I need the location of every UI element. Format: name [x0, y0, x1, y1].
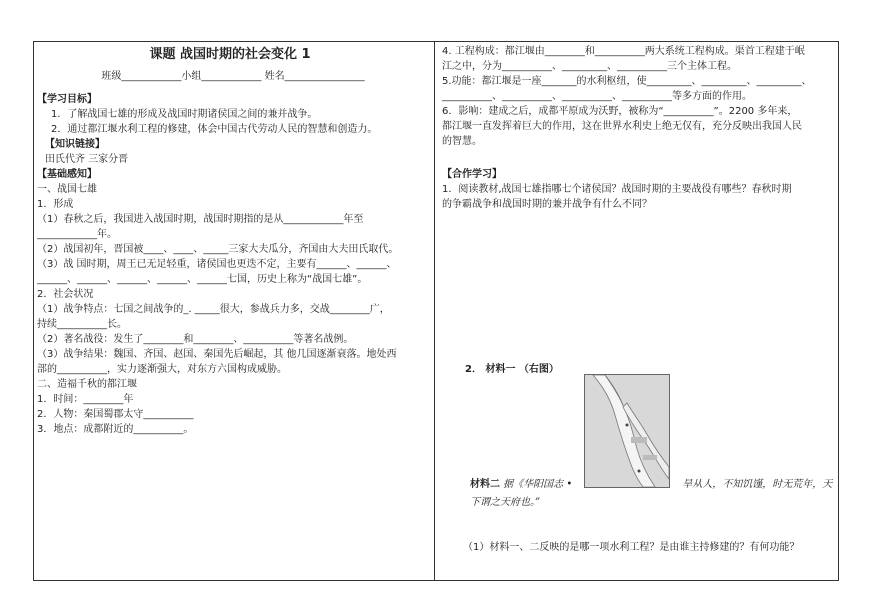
- left-text-line: 一、战国七雄: [37, 184, 97, 195]
- left-text-line: （2）战国初年，晋国被____、____、_____三家大夫瓜分，齐国由大夫田氏取代。: [37, 244, 399, 255]
- left-text-line: 2．通过都江堰水利工程的修建，体会中国古代劳动人民的智慧和创造力。: [51, 124, 378, 135]
- left-text-line: 【学习目标】: [37, 94, 97, 105]
- material-question-1: （1）材料一、二反映的是哪一项水利工程？是由谁主持修建的？有何功能？: [463, 542, 800, 553]
- coop-question-1: [442, 182, 834, 212]
- right-text-line: 的智慧。: [442, 136, 482, 147]
- right-content-top: [442, 44, 834, 149]
- left-text-line: ____________年。: [37, 229, 117, 240]
- material-two-line-2: 下谓之天府也。”: [470, 497, 541, 508]
- left-text-line: （1）战争特点：七国之间战争的_. _____很大，参战兵力多，交战________广，: [37, 304, 390, 315]
- left-text-line: 1．了解战国七雄的形成及战国时期诸侯国之间的兼并战争。: [51, 109, 318, 120]
- left-text-line: 二、造福千秋的都江堰: [37, 379, 137, 390]
- right-text-line: 5.功能：都江堰是一座_______的水利枢纽，使_________、_________、_________、: [442, 76, 812, 87]
- coop-heading: 【合作学习】: [442, 169, 502, 180]
- column-divider: [434, 41, 435, 581]
- material-one-label: 2． 材料一 （右图）: [465, 364, 559, 375]
- coop-question-line: 的争霸战争和战国时期的兼并战争有什么不同？: [442, 199, 652, 210]
- left-text-line: 田氏代齐 三家分晋: [45, 154, 129, 165]
- left-text-line: 【知识链接】: [45, 139, 105, 150]
- page-title: 课题 战国时期的社会变化 1: [149, 47, 311, 62]
- material-two: [470, 476, 840, 512]
- right-text-line: 都江堰一直发挥着巨大的作用，这在世界水利史上绝无仅有，充分反映出我国人民: [442, 121, 802, 132]
- right-text-line: 4. 工程构成：都江堰由________和__________两大系统工程构成。渠首工程建于岷: [442, 46, 805, 57]
- right-text-line: 6．影响：建成之后，成都平原成为沃野，被称为“__________”。2200 多年来，: [442, 106, 798, 117]
- left-text-line: 【基础感知】: [37, 169, 97, 180]
- left-text-line: 2．人物：秦国蜀郡太守__________: [37, 409, 194, 420]
- left-text-line: 3．地点：成都附近的__________。: [37, 424, 194, 435]
- right-column: [442, 44, 834, 212]
- left-text-line: （3）战 国时期，周王已无足轻重，诸侯国也更迭不定，主要有______、______、: [37, 259, 397, 270]
- material-two-text: 据《华阳国志 •: [500, 479, 573, 490]
- left-text-line: （2）著名战役：发生了________和________、__________等著名战例。: [37, 334, 354, 345]
- material-two-label: 材料二: [470, 479, 500, 490]
- left-text-line: ______、______、______、______、______七国，历史上称为“战国七雄”。: [37, 274, 368, 285]
- left-content: [37, 92, 429, 437]
- left-text-line: （3）战争结果：魏国、齐国、赵国、秦国先后崛起，其 他几国逐渐衰落。地处西: [37, 349, 397, 360]
- coop-question-line: 1．阅读教材,战国七雄指哪七个诸侯国？战国时期的主要战役有哪些？春秋时期: [442, 184, 792, 195]
- right-text-line: __________、__________、__________、__________等多方面的作用。: [442, 91, 752, 102]
- river-map-icon: [585, 375, 669, 487]
- right-text-line: 江之中，分为__________、_________、__________三个主体工程。: [442, 61, 737, 72]
- left-text-line: 部的__________，实力逐渐强大，对东方六国构成威胁。: [37, 364, 287, 375]
- left-text-line: 1．时间：________年: [37, 394, 134, 405]
- left-text-line: 2．社会状况: [37, 289, 94, 300]
- left-text-line: （1）春秋之后，我国进入战国时期，战国时期指的是从____________年至: [37, 214, 364, 225]
- left-text-line: 1．形成: [37, 199, 74, 210]
- student-info-line: 班级____________小组____________ 姓名________________: [101, 71, 365, 82]
- dujiangyan-map-image: [584, 374, 670, 488]
- material-two-tail: 旱从人，不知饥馑，时无荒年，天: [682, 479, 833, 490]
- left-column: [37, 44, 429, 437]
- left-text-line: 持续__________长。: [37, 319, 127, 330]
